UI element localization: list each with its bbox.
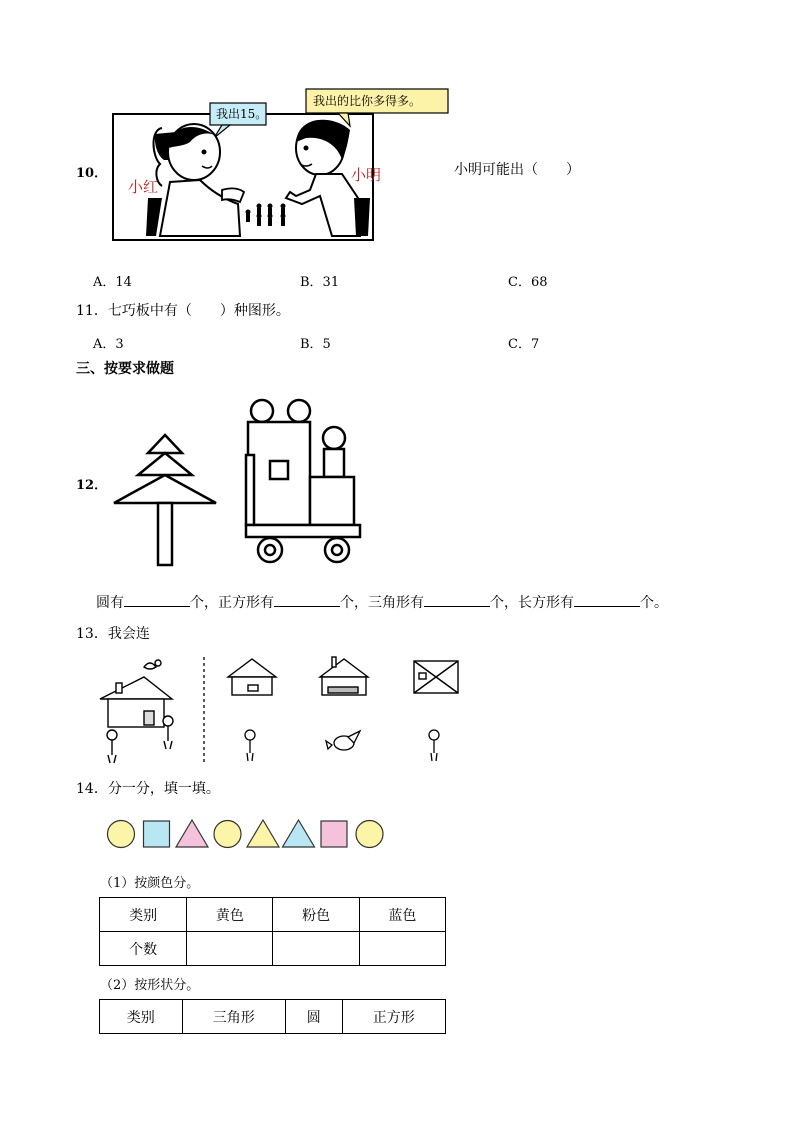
triangle-shape bbox=[176, 820, 208, 847]
question-13-title: 13．我会连 bbox=[76, 626, 150, 642]
boy-speech-bubble: 我出的比你多得多。 bbox=[313, 94, 422, 108]
triangle-shape bbox=[283, 820, 315, 847]
girl-name-label: 小红 bbox=[128, 178, 159, 196]
shape-table-header-cell: 圆 bbox=[285, 1000, 342, 1034]
tree-and-train-figure bbox=[110, 395, 370, 575]
square-shape bbox=[144, 821, 170, 847]
question-12-number: 12． bbox=[76, 478, 108, 493]
child-figure-two[interactable] bbox=[429, 730, 439, 761]
q11-option-c[interactable]: C．7 bbox=[508, 337, 540, 352]
circle-count-blank[interactable] bbox=[124, 592, 190, 607]
color-table-header-cell: 粉色 bbox=[273, 898, 359, 932]
shape-table-header-cell: 正方形 bbox=[342, 1000, 445, 1034]
circle-shape bbox=[108, 821, 135, 848]
question-10-text: 小明可能出（ ） bbox=[454, 162, 580, 178]
yellow-count-cell[interactable] bbox=[187, 932, 273, 966]
triangle-count-blank[interactable] bbox=[424, 592, 490, 607]
color-table-header-cell: 类别 bbox=[100, 898, 187, 932]
circle-shape bbox=[214, 821, 241, 848]
fill-text-circle: 圆有 bbox=[96, 595, 124, 611]
q10-illustration bbox=[110, 86, 455, 246]
train-figure bbox=[246, 400, 360, 562]
fill-text-triangle: 个，三角形有 bbox=[340, 595, 424, 611]
square-count-blank[interactable] bbox=[274, 592, 340, 607]
color-table-header-row bbox=[100, 898, 446, 932]
part-1-label: （1）按颜色分。 bbox=[100, 876, 200, 891]
shape-table-header-cell: 三角形 bbox=[182, 1000, 285, 1034]
tree-figure bbox=[114, 435, 216, 565]
question-11-text: 11．七巧板中有（ ）种图形。 bbox=[76, 303, 290, 319]
q10-option-c[interactable]: C．68 bbox=[508, 275, 548, 290]
house-top-view[interactable] bbox=[414, 661, 458, 693]
q10-option-b[interactable]: B．31 bbox=[300, 275, 340, 290]
square-shape bbox=[321, 821, 347, 847]
question-12-fill-line bbox=[96, 592, 668, 612]
shape-table-header-row bbox=[100, 1000, 446, 1034]
color-table-row-label: 个数 bbox=[100, 932, 187, 966]
color-table bbox=[99, 897, 446, 966]
color-table-header-cell: 黄色 bbox=[187, 898, 273, 932]
q10-option-a[interactable]: A．14 bbox=[93, 275, 132, 290]
fill-text-square: 个，正方形有 bbox=[190, 595, 274, 611]
house-front-view[interactable] bbox=[228, 659, 276, 695]
q11-option-b[interactable]: B．5 bbox=[300, 337, 331, 352]
shape-table bbox=[99, 999, 446, 1034]
bird-figure[interactable] bbox=[326, 731, 360, 750]
q11-option-a[interactable]: A．3 bbox=[93, 337, 124, 352]
matching-figure bbox=[96, 655, 466, 767]
girl-speech-bubble: 我出15。 bbox=[216, 107, 268, 121]
color-table-count-row bbox=[100, 932, 446, 966]
color-table-header-cell: 蓝色 bbox=[359, 898, 445, 932]
child-figure-one[interactable] bbox=[245, 730, 255, 761]
circle-shape bbox=[356, 821, 383, 848]
house-side-view[interactable] bbox=[320, 657, 368, 695]
shape-table-header-cell: 类别 bbox=[100, 1000, 183, 1034]
rectangle-count-blank[interactable] bbox=[574, 592, 640, 607]
fill-text-rectangle: 个，长方形有 bbox=[490, 595, 574, 611]
colored-shapes-row bbox=[104, 816, 394, 852]
question-14-title: 14．分一分，填一填。 bbox=[76, 781, 220, 797]
question-10-number: 10． bbox=[76, 166, 108, 181]
triangle-shape bbox=[247, 820, 279, 847]
house-scene bbox=[100, 660, 173, 763]
fill-text-end: 个。 bbox=[640, 595, 668, 611]
pink-count-cell[interactable] bbox=[273, 932, 359, 966]
blue-count-cell[interactable] bbox=[359, 932, 445, 966]
boy-name-label: 小明 bbox=[351, 166, 382, 184]
section-three-title: 三、按要求做题 bbox=[76, 361, 174, 377]
part-2-label: （2）按形状分。 bbox=[100, 978, 200, 993]
